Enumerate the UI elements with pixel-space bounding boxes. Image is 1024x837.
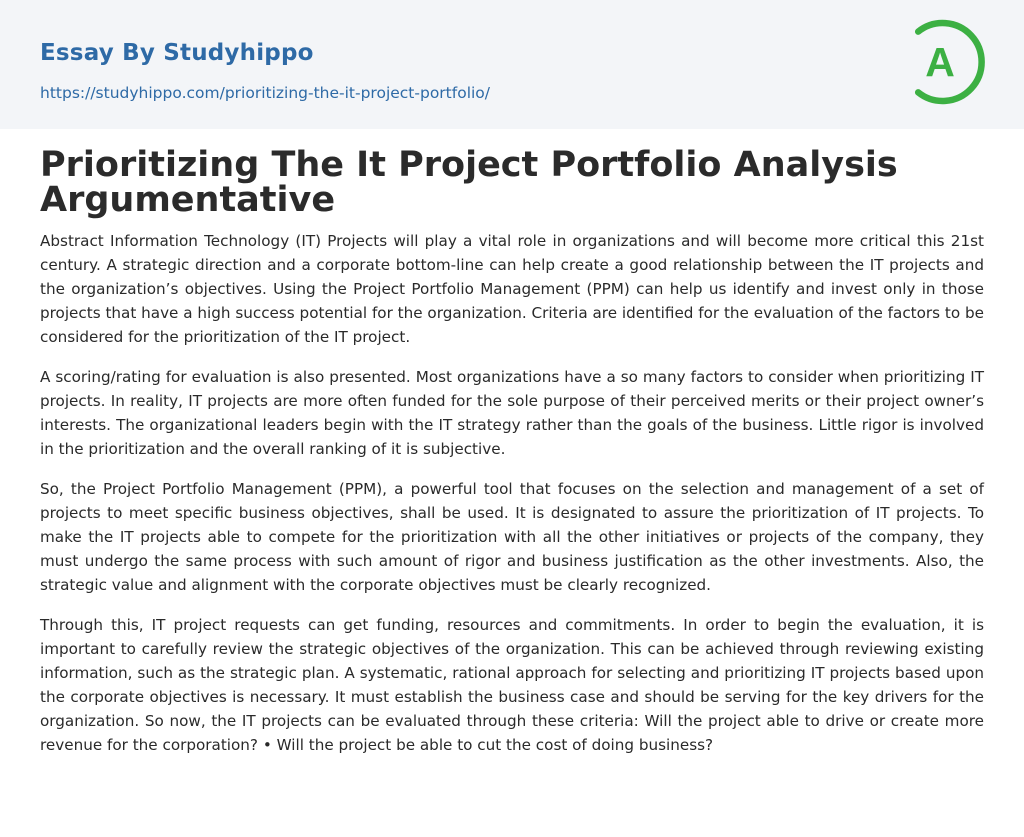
logo-letter: A <box>925 39 955 85</box>
paragraph: Abstract Information Technology (IT) Projects will play a vital role in organizations and will become more critical this 21st century. A strategic direction and a corporate bottom-line can help create a good relationship between the IT projects and the organization’s objectives. Using the Project Portfolio Management (PPM) can help us identify and invest only in those projects that have a high success potential for the organization. Criteria are identified for the evaluation of the factors to be considered for the prioritization of the IT project. <box>40 232 984 346</box>
paragraph: So, the Project Portfolio Management (PPM), a powerful tool that focuses on the selection and management of a set of projects to meet specific business objectives, shall be used. It is designated to assure the prioritization of IT projects. To make the IT projects able to compete for the prioritization with all the other initiatives or projects of the company, they must undergo the same process with such amount of rigor and business justification as the other investments. Also, the strategic value and alignment with the corporate objectives must be clearly recognized. <box>40 480 984 594</box>
essay-url-link[interactable]: https://studyhippo.com/prioritizing-the-it-project-portfolio/ <box>40 84 491 102</box>
studyhippo-logo-icon[interactable] <box>908 18 988 106</box>
site-header <box>0 0 1024 129</box>
essay-body <box>40 229 984 773</box>
paragraph: A scoring/rating for evaluation is also presented. Most organizations have a so many factors to consider when prioritizing IT projects. In reality, IT projects are more often funded for the sole purpose of their perceived merits or their project owner’s interests. The organizational leaders begin with the IT strategy rather than the goals of the business. Little rigor is involved in the prioritization and the overall ranking of it is subjective. <box>40 368 984 458</box>
site-brand[interactable]: Essay By Studyhippo <box>40 40 314 66</box>
page-title: Prioritizing The It Project Portfolio Analysis Argumentative <box>40 145 898 220</box>
paragraph: Through this, IT project requests can get funding, resources and commitments. In order to begin the evaluation, it is important to carefully review the strategic objectives of the organization. This can be achieved through reviewing existing information, such as the strategic plan. A systematic, rational approach for selecting and prioritizing IT projects based upon the corporate objectives is necessary. It must establish the business case and should be serving for the key drivers for the organization. So now, the IT projects can be evaluated through these criteria: Will the project able to drive or create more revenue for the corporation? • Will the project be able to cut the cost of doing business? <box>40 616 984 754</box>
